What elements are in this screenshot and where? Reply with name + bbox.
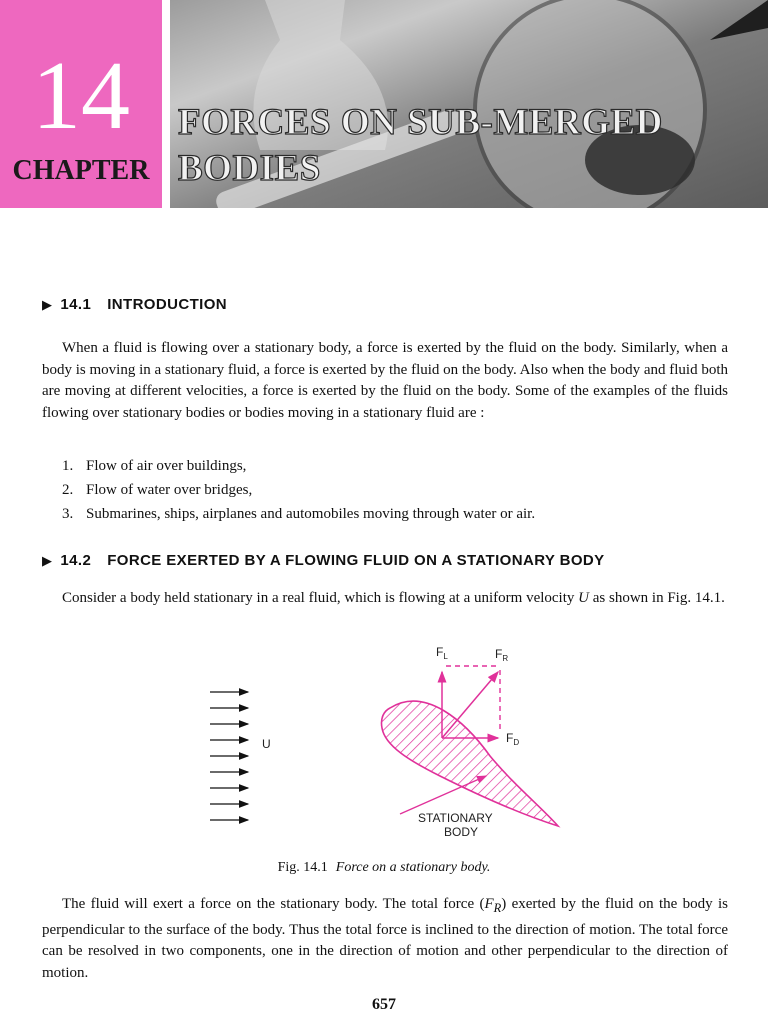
label-u: U (262, 737, 271, 751)
examples-list (62, 454, 722, 526)
stationary-body-shape (381, 701, 558, 826)
figure-caption (0, 860, 768, 876)
section2-paragraph1: Consider a body held stationary in a real fluid, which is flowing at a uniform velocity U as shown in Fig. 14.1. (62, 590, 725, 606)
triangle-bullet-icon: ▶ (42, 553, 53, 568)
section2-paragraph2: The fluid will exert a force on the stationary body. The total force $(F_R)$ exerted by the fluid on the body is perpendicular to the surface of the body. Thus the total force is inclined to the direction of motion. The total force can be resolved in two components, one in the direction of motion and other perpendicular to the direction of motion. (42, 896, 728, 981)
resultant-force-arrow (442, 672, 498, 738)
section-heading-introduction (42, 296, 227, 313)
list-item: 3. Submarines, ships, airplanes and automobiles moving through water or air. (62, 506, 536, 522)
chapter-title (178, 100, 768, 192)
label-body: BODY (444, 825, 479, 839)
list-item: 1. Flow of air over buildings, (62, 458, 247, 474)
flow-arrows (210, 692, 248, 820)
figure-force-on-body (190, 636, 590, 846)
section-heading-force-exerted (42, 552, 605, 569)
chapter-number: 14 (32, 42, 130, 150)
chapter-title-line2: BODIES (178, 148, 321, 189)
list-item: 2. Flow of water over bridges, (62, 482, 253, 498)
triangle-bullet-icon: ▶ (42, 297, 53, 312)
body-pointer-arrow (400, 776, 486, 814)
section-title: INTRODUCTION (107, 296, 227, 313)
section-number: 14.2 (60, 552, 92, 569)
section-number: 14.1 (60, 296, 92, 313)
label-stationary: STATIONARY (418, 811, 493, 825)
page-number: 657 (372, 996, 396, 1013)
chapter-title-line1: FORCES ON SUB-MERGED (178, 102, 663, 143)
figure-caption-text: Force on a stationary body. (335, 860, 491, 875)
section-title: FORCE EXERTED BY A FLOWING FLUID ON A STATIONARY BODY (107, 552, 605, 569)
intro-paragraph: When a fluid is flowing over a stationary body, a force is exerted by the fluid on the body. Similarly, when a body is moving in a stationary fluid, a force is exerted by the fluid on the body. Also when the body and fluid both are moving at different velocities, a force is exerted by the fluid on the body. Some of the examples of the fluids flowing over stationary bodies or bodies moving in a stationary fluid are : (42, 340, 728, 421)
chapter-box (0, 0, 162, 208)
chapter-label: CHAPTER (12, 155, 150, 186)
label-fl: $F_L$ (436, 645, 448, 661)
figure-caption-label: Fig. 14.1 (277, 860, 328, 875)
label-fr: $F_R$ (495, 647, 509, 663)
label-fd: $F_D$ (506, 731, 520, 747)
